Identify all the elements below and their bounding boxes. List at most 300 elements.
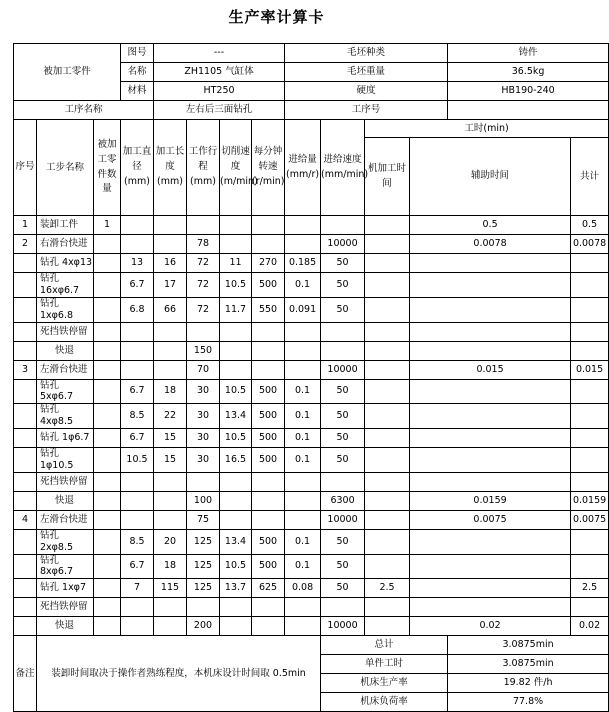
cell-diameter xyxy=(121,472,154,491)
blank-weight-label: 毛坯重量 xyxy=(285,63,448,82)
cell-length xyxy=(154,322,187,341)
cell-aux-time xyxy=(410,554,571,579)
cell-diameter: 6.7 xyxy=(121,273,154,298)
cell-total-time xyxy=(571,297,609,322)
cell-stroke: 100 xyxy=(187,491,220,510)
col-feed-speed-header: 进给速度(mm/min) xyxy=(321,120,365,216)
productivity-value: 19.82 件/h xyxy=(448,674,609,693)
cell-spindle: 500 xyxy=(252,448,285,473)
cell-machine-time xyxy=(365,379,410,404)
cell-stroke: 78 xyxy=(187,235,220,254)
table-row xyxy=(14,379,609,404)
col-diameter-header: 加工直径(mm) xyxy=(121,120,154,216)
table-row xyxy=(14,617,609,636)
process-name-label: 工序名称 xyxy=(14,101,154,120)
cell-diameter: 6.7 xyxy=(121,379,154,404)
cell-diameter: 13 xyxy=(121,254,154,273)
cell-spindle xyxy=(252,322,285,341)
cell-aux-time: 0.0159 xyxy=(410,491,571,510)
blank-weight: 36.5kg xyxy=(448,63,609,82)
unit-time-label: 单件工时 xyxy=(321,655,448,674)
cell-spindle: 270 xyxy=(252,254,285,273)
cell-spindle xyxy=(252,491,285,510)
cell-step: 钻孔 1xφ6.8 xyxy=(37,297,94,322)
cell-stroke: 72 xyxy=(187,273,220,298)
process-name: 左右后三面钻孔 xyxy=(154,101,285,120)
table-row xyxy=(14,579,609,598)
cell-aux-time xyxy=(410,598,571,617)
cell-cut-speed: 10.5 xyxy=(220,429,252,448)
cell-aux-time: 0.02 xyxy=(410,617,571,636)
cell-feed xyxy=(285,360,321,379)
cell-aux-time xyxy=(410,322,571,341)
cell-length: 20 xyxy=(154,529,187,554)
material: HT250 xyxy=(154,82,285,101)
cell-length: 15 xyxy=(154,448,187,473)
table-row xyxy=(14,448,609,473)
cell-feed: 0.1 xyxy=(285,273,321,298)
cell-diameter xyxy=(121,491,154,510)
table-row xyxy=(14,360,609,379)
cell-length: 66 xyxy=(154,297,187,322)
cell-feed xyxy=(285,598,321,617)
cell-feed-speed: 50 xyxy=(321,554,365,579)
cell-diameter: 6.7 xyxy=(121,429,154,448)
cell-stroke: 30 xyxy=(187,429,220,448)
process-no-label: 工序号 xyxy=(285,101,448,120)
remark-text: 装卸时间取决于操作者熟练程度，本机床设计时间取 0.5min xyxy=(37,636,321,712)
cell-length: 115 xyxy=(154,579,187,598)
cell-machine-time xyxy=(365,510,410,529)
cell-spindle xyxy=(252,360,285,379)
cell-seq xyxy=(14,472,37,491)
productivity-label: 机床生产率 xyxy=(321,674,448,693)
drawing-no-label: 图号 xyxy=(121,44,154,63)
cell-stroke: 200 xyxy=(187,617,220,636)
cell-aux-time: 0.0078 xyxy=(410,235,571,254)
cell-cut-speed xyxy=(220,617,252,636)
cell-seq xyxy=(14,429,37,448)
cell-machine-time xyxy=(365,273,410,298)
cell-aux-time xyxy=(410,448,571,473)
cell-machine-time xyxy=(365,404,410,429)
cell-spindle: 500 xyxy=(252,554,285,579)
cell-step: 钻孔 4xφ8.5 xyxy=(37,404,94,429)
cell-cut-speed xyxy=(220,472,252,491)
cell-step: 死挡铁停留 xyxy=(37,598,94,617)
cell-feed: 0.185 xyxy=(285,254,321,273)
cell-step: 快退 xyxy=(37,617,94,636)
cell-stroke: 30 xyxy=(187,404,220,429)
cell-cut-speed xyxy=(220,341,252,360)
cell-feed-speed xyxy=(321,341,365,360)
cell-spindle xyxy=(252,510,285,529)
cell-total-time: 0.02 xyxy=(571,617,609,636)
cell-length xyxy=(154,341,187,360)
cell-aux-time xyxy=(410,472,571,491)
cell-length: 16 xyxy=(154,254,187,273)
cell-spindle xyxy=(252,472,285,491)
cell-stroke: 150 xyxy=(187,341,220,360)
cell-total-time: 2.5 xyxy=(571,579,609,598)
cell-diameter xyxy=(121,216,154,235)
cell-step: 钻孔 1φ6.7 xyxy=(37,429,94,448)
cell-aux-time xyxy=(410,297,571,322)
cell-stroke: 125 xyxy=(187,529,220,554)
cell-aux-time xyxy=(410,404,571,429)
col-aux-time-header: 辅助时间 xyxy=(410,138,571,216)
cell-feed-speed: 50 xyxy=(321,429,365,448)
cell-cut-speed: 13.7 xyxy=(220,579,252,598)
cell-step: 钻孔 1φ10.5 xyxy=(37,448,94,473)
cell-diameter xyxy=(121,510,154,529)
cell-feed xyxy=(285,491,321,510)
cell-cut-speed: 10.5 xyxy=(220,379,252,404)
cell-feed-speed xyxy=(321,472,365,491)
cell-spindle xyxy=(252,617,285,636)
cell-seq xyxy=(14,322,37,341)
cell-step: 装卸工件 xyxy=(37,216,94,235)
cell-stroke: 75 xyxy=(187,510,220,529)
cell-spindle: 625 xyxy=(252,579,285,598)
cell-total-time: 0.0075 xyxy=(571,510,609,529)
cell-spindle: 550 xyxy=(252,297,285,322)
cell-qty xyxy=(94,579,121,598)
process-no xyxy=(448,101,609,120)
part-name: ZH1105 气缸体 xyxy=(154,63,285,82)
cell-qty xyxy=(94,322,121,341)
cell-feed xyxy=(285,510,321,529)
cell-feed xyxy=(285,216,321,235)
cell-seq xyxy=(14,617,37,636)
cell-length xyxy=(154,360,187,379)
cell-diameter xyxy=(121,360,154,379)
cell-machine-time xyxy=(365,448,410,473)
cell-seq xyxy=(14,491,37,510)
cell-qty xyxy=(94,617,121,636)
table-row xyxy=(14,322,609,341)
cell-feed-speed: 50 xyxy=(321,273,365,298)
cell-stroke: 72 xyxy=(187,297,220,322)
cell-seq xyxy=(14,273,37,298)
cell-spindle xyxy=(252,216,285,235)
cell-seq xyxy=(14,379,37,404)
cell-feed-speed: 6300 xyxy=(321,491,365,510)
cell-step: 钻孔 2xφ8.5 xyxy=(37,529,94,554)
cell-cut-speed: 10.5 xyxy=(220,273,252,298)
cell-total-time xyxy=(571,404,609,429)
cell-machine-time xyxy=(365,472,410,491)
cell-diameter: 6.8 xyxy=(121,297,154,322)
cell-diameter: 8.5 xyxy=(121,404,154,429)
cell-feed-speed: 50 xyxy=(321,297,365,322)
cell-diameter xyxy=(121,598,154,617)
cell-diameter xyxy=(121,235,154,254)
cell-machine-time xyxy=(365,491,410,510)
name-label: 名称 xyxy=(121,63,154,82)
cell-qty xyxy=(94,379,121,404)
cell-feed-speed: 10000 xyxy=(321,617,365,636)
cell-diameter xyxy=(121,341,154,360)
cell-seq: 2 xyxy=(14,235,37,254)
cell-cut-speed xyxy=(220,510,252,529)
cell-cut-speed: 11.7 xyxy=(220,297,252,322)
cell-cut-speed xyxy=(220,235,252,254)
cell-total-time xyxy=(571,554,609,579)
cell-step: 快退 xyxy=(37,491,94,510)
col-step-header: 工步名称 xyxy=(37,120,94,216)
cell-total-time xyxy=(571,529,609,554)
cell-total-time xyxy=(571,429,609,448)
cell-qty xyxy=(94,472,121,491)
cell-length xyxy=(154,491,187,510)
cell-feed: 0.1 xyxy=(285,379,321,404)
hardness: HB190-240 xyxy=(448,82,609,101)
cell-seq xyxy=(14,598,37,617)
col-time-group-header: 工时(min) xyxy=(365,120,609,138)
cell-cut-speed: 16.5 xyxy=(220,448,252,473)
table-row xyxy=(14,429,609,448)
cell-diameter xyxy=(121,617,154,636)
table-row xyxy=(14,598,609,617)
cell-qty xyxy=(94,341,121,360)
cell-stroke: 72 xyxy=(187,254,220,273)
cell-length: 18 xyxy=(154,554,187,579)
cell-qty xyxy=(94,254,121,273)
cell-seq: 4 xyxy=(14,510,37,529)
cell-feed-speed: 50 xyxy=(321,448,365,473)
cell-cut-speed xyxy=(220,598,252,617)
cell-feed xyxy=(285,235,321,254)
table-row xyxy=(14,341,609,360)
cell-stroke: 30 xyxy=(187,379,220,404)
cell-feed-speed xyxy=(321,322,365,341)
cell-spindle xyxy=(252,235,285,254)
cell-seq xyxy=(14,404,37,429)
col-cut-speed-header: 切削速度(m/min) xyxy=(220,120,252,216)
cell-diameter: 6.7 xyxy=(121,554,154,579)
total-label: 总计 xyxy=(321,636,448,655)
cell-aux-time xyxy=(410,273,571,298)
cell-machine-time xyxy=(365,216,410,235)
cell-qty xyxy=(94,429,121,448)
cell-step: 左滑台快进 xyxy=(37,360,94,379)
cell-machine-time: 2.5 xyxy=(365,579,410,598)
col-feed-header: 进给量(mm/r) xyxy=(285,120,321,216)
cell-machine-time xyxy=(365,235,410,254)
cell-machine-time xyxy=(365,254,410,273)
page-title: 生产率计算卡 xyxy=(228,8,325,26)
cell-length xyxy=(154,598,187,617)
col-total-time-header: 共计 xyxy=(571,138,609,216)
cell-total-time xyxy=(571,598,609,617)
cell-total-time xyxy=(571,341,609,360)
drawing-no: --- xyxy=(154,44,285,63)
cell-feed: 0.1 xyxy=(285,404,321,429)
cell-diameter: 8.5 xyxy=(121,529,154,554)
cell-total-time xyxy=(571,322,609,341)
cell-spindle: 500 xyxy=(252,404,285,429)
cell-qty xyxy=(94,273,121,298)
cell-step: 死挡铁停留 xyxy=(37,472,94,491)
table-row xyxy=(14,235,609,254)
cell-feed: 0.1 xyxy=(285,429,321,448)
cell-stroke: 70 xyxy=(187,360,220,379)
cell-cut-speed: 10.5 xyxy=(220,554,252,579)
cell-step: 钻孔 5xφ6.7 xyxy=(37,379,94,404)
cell-qty xyxy=(94,404,121,429)
cell-stroke: 125 xyxy=(187,579,220,598)
cell-step: 钻孔 8xφ6.7 xyxy=(37,554,94,579)
load-rate-value: 77.8% xyxy=(448,693,609,712)
cell-qty xyxy=(94,491,121,510)
blank-type-label: 毛坯种类 xyxy=(285,44,448,63)
cell-diameter: 7 xyxy=(121,579,154,598)
cell-feed: 0.091 xyxy=(285,297,321,322)
table-row xyxy=(14,529,609,554)
cell-stroke xyxy=(187,598,220,617)
cell-spindle: 500 xyxy=(252,429,285,448)
cell-qty xyxy=(94,529,121,554)
cell-qty xyxy=(94,448,121,473)
cell-diameter xyxy=(121,322,154,341)
cell-stroke: 125 xyxy=(187,554,220,579)
cell-stroke xyxy=(187,216,220,235)
cell-machine-time xyxy=(365,297,410,322)
cell-aux-time xyxy=(410,379,571,404)
unit-time-value: 3.0875min xyxy=(448,655,609,674)
cell-seq xyxy=(14,341,37,360)
load-rate-label: 机床负荷率 xyxy=(321,693,448,712)
material-label: 材料 xyxy=(121,82,154,101)
table-row xyxy=(14,216,609,235)
cell-total-time xyxy=(571,273,609,298)
cell-aux-time xyxy=(410,579,571,598)
cell-total-time xyxy=(571,472,609,491)
table-row xyxy=(14,254,609,273)
cell-aux-time: 0.5 xyxy=(410,216,571,235)
cell-aux-time xyxy=(410,341,571,360)
cell-feed-speed: 50 xyxy=(321,379,365,404)
cell-qty: 1 xyxy=(94,216,121,235)
cell-step: 右滑台快进 xyxy=(37,235,94,254)
cell-feed-speed: 10000 xyxy=(321,235,365,254)
cell-seq: 1 xyxy=(14,216,37,235)
cell-step: 钻孔 1xφ7 xyxy=(37,579,94,598)
cell-feed-speed: 10000 xyxy=(321,510,365,529)
cell-seq xyxy=(14,529,37,554)
cell-length xyxy=(154,216,187,235)
cell-feed xyxy=(285,322,321,341)
cell-length: 18 xyxy=(154,379,187,404)
cell-feed: 0.08 xyxy=(285,579,321,598)
cell-length xyxy=(154,510,187,529)
cell-seq xyxy=(14,579,37,598)
cell-length: 15 xyxy=(154,429,187,448)
cell-qty xyxy=(94,554,121,579)
cell-seq xyxy=(14,554,37,579)
cell-feed: 0.1 xyxy=(285,529,321,554)
table-row xyxy=(14,472,609,491)
table-row xyxy=(14,491,609,510)
cell-feed-speed: 50 xyxy=(321,254,365,273)
cell-aux-time xyxy=(410,254,571,273)
cell-qty xyxy=(94,235,121,254)
cell-length xyxy=(154,472,187,491)
cell-seq xyxy=(14,297,37,322)
cell-feed-speed: 50 xyxy=(321,404,365,429)
cell-length: 22 xyxy=(154,404,187,429)
cell-qty xyxy=(94,598,121,617)
cell-stroke: 30 xyxy=(187,448,220,473)
cell-length: 17 xyxy=(154,273,187,298)
cell-diameter: 10.5 xyxy=(121,448,154,473)
cell-total-time xyxy=(571,379,609,404)
cell-feed-speed xyxy=(321,598,365,617)
cell-total-time xyxy=(571,254,609,273)
cell-feed: 0.1 xyxy=(285,448,321,473)
cell-feed xyxy=(285,341,321,360)
cell-seq xyxy=(14,254,37,273)
col-machine-time-header: 机加工时间 xyxy=(365,138,410,216)
cell-aux-time: 0.0075 xyxy=(410,510,571,529)
cell-length xyxy=(154,617,187,636)
cell-step: 快退 xyxy=(37,341,94,360)
cell-machine-time xyxy=(365,429,410,448)
cell-step: 钻孔 4xφ13 xyxy=(37,254,94,273)
cell-length xyxy=(154,235,187,254)
cell-feed-speed: 50 xyxy=(321,579,365,598)
cell-qty xyxy=(94,360,121,379)
table-body xyxy=(14,44,609,636)
cell-total-time xyxy=(571,448,609,473)
cell-machine-time xyxy=(365,554,410,579)
cell-spindle xyxy=(252,598,285,617)
cell-feed-speed: 10000 xyxy=(321,360,365,379)
blank-type: 铸件 xyxy=(448,44,609,63)
cell-total-time: 0.5 xyxy=(571,216,609,235)
cell-spindle: 500 xyxy=(252,273,285,298)
cell-qty xyxy=(94,297,121,322)
cell-stroke xyxy=(187,322,220,341)
cell-total-time: 0.0078 xyxy=(571,235,609,254)
cell-aux-time xyxy=(410,529,571,554)
cell-machine-time xyxy=(365,341,410,360)
cell-cut-speed xyxy=(220,360,252,379)
cell-cut-speed xyxy=(220,491,252,510)
cell-step: 钻孔 16xφ6.7 xyxy=(37,273,94,298)
cell-seq: 3 xyxy=(14,360,37,379)
cell-cut-speed xyxy=(220,322,252,341)
cell-cut-speed: 11 xyxy=(220,254,252,273)
cell-spindle: 500 xyxy=(252,529,285,554)
cell-cut-speed xyxy=(220,216,252,235)
cell-spindle xyxy=(252,341,285,360)
col-seq-header: 序号 xyxy=(14,120,37,216)
cell-total-time: 0.015 xyxy=(571,360,609,379)
productivity-table xyxy=(13,43,609,712)
cell-cut-speed: 13.4 xyxy=(220,404,252,429)
cell-stroke xyxy=(187,472,220,491)
cell-cut-speed: 13.4 xyxy=(220,529,252,554)
cell-total-time: 0.0159 xyxy=(571,491,609,510)
cell-step: 死挡铁停留 xyxy=(37,322,94,341)
cell-machine-time xyxy=(365,322,410,341)
cell-feed-speed: 50 xyxy=(321,529,365,554)
hardness-label: 硬度 xyxy=(285,82,448,101)
workpiece-label: 被加工零件 xyxy=(14,44,121,101)
table-row xyxy=(14,554,609,579)
